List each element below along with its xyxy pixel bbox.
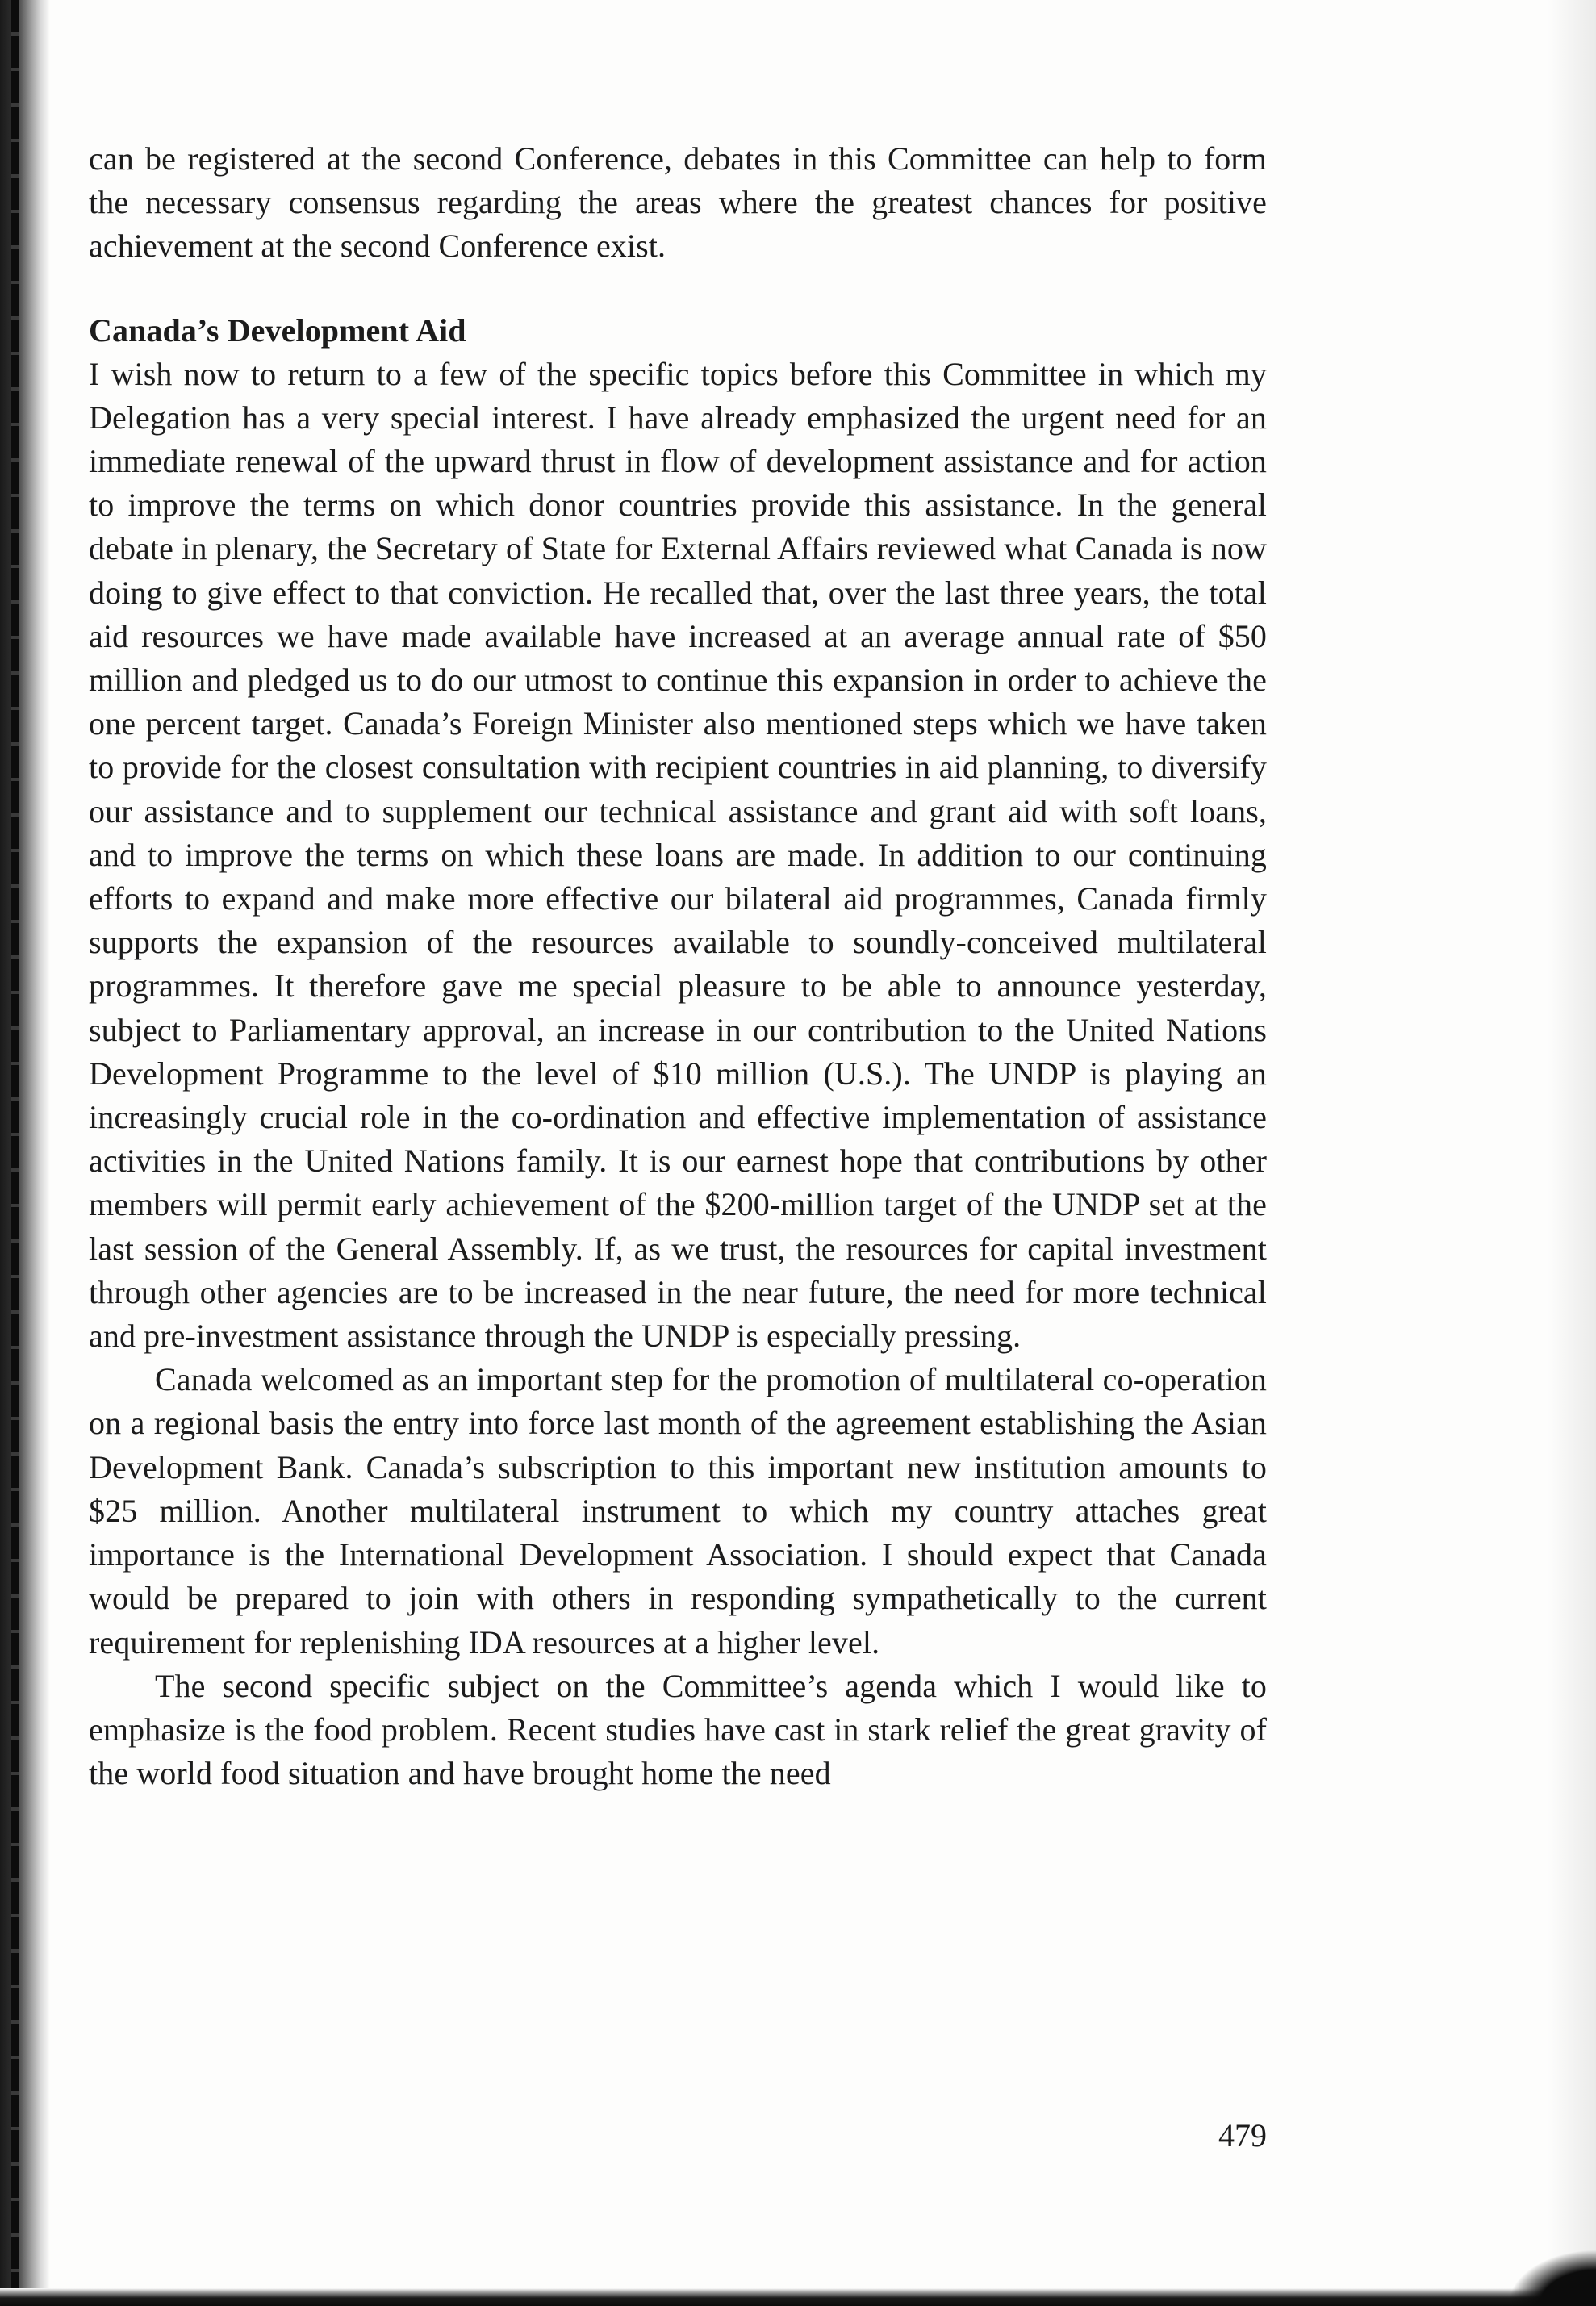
page-curl-shadow <box>1507 2250 1596 2306</box>
body-text <box>89 137 1267 1795</box>
section-heading: Canada’s Development Aid <box>89 311 466 349</box>
bottom-scan-edge <box>0 2288 1596 2306</box>
page-number: 479 <box>1218 2117 1267 2154</box>
binding-shadow <box>0 0 50 2306</box>
binding-stitch <box>11 0 19 2306</box>
page-right-edge <box>1548 0 1596 2306</box>
paragraph-continued: can be registered at the second Conference, debates in this Committee can help to form the necessary consensus regarding the areas where the greatest chances for positive achievement at the second Conference exist. <box>89 140 1267 265</box>
paragraph-development-aid: I wish now to return to a few of the specific topics before this Committee in which my Delegation has a very special interest. I have already emphasized the urgent need for an immediate renewal of the upward thrust in flow of development assistance and for action to improve the terms on which donor countries provide this assistance. In the general debate in plenary, the Secretary of State for External Affairs reviewed what Canada is now doing to give effect to that conviction. He recalled that, over the last three years, the total aid resources we have made available have increased at an average annual rate of $50 million and pledged us to do our utmost to continue this expansion in order to achieve the one percent target. Canada’s Foreign Minister also mentioned steps which we have taken to provide for the closest consultation with recipient countries in aid planning, to diversify our assistance and to supplement our technical assistance and grant aid with soft loans, and to improve the terms on which these loans are made. In addition to our continuing efforts to expand and make more effective our bilateral aid programmes, Canada firmly supports the expansion of the resources available to soundly-conceived multilateral programmes. It therefore gave me special pleasure to be able to announce yesterday, subject to Parliamentary approval, an increase in our contribution to the United Nations Development Programme to the level of $10 million (U.S.). The UNDP is playing an increasingly crucial role in the co-ordination and effective implementation of assistance activities in the United Nations family. It is our earnest hope that contributions by other members will permit early achievement of the $200-million target of the UNDP set at the last session of the General Assembly. If, as we trust, the resources for capital investment through other agencies are to be increased in the near future, the need for more technical and pre-investment assistance through the UNDP is especially pressing. <box>89 355 1267 1355</box>
paragraph-asian-development-bank: Canada welcomed as an important step for the promotion of multilateral co-operation on a regional basis the entry into force last month of the agreement establishing the Asian Development Bank. Canada’s subscription to this important new institution amounts to $25 million. Another multilateral instrument to which my country attaches great importance is the International Development Association. I should expect that Canada would be prepared to join with others in responding sympathetically to the current requirement for replenishing IDA resources at a higher level. <box>89 1361 1267 1661</box>
paragraph-food-problem: The second specific subject on the Committee’s agenda which I would like to emphasize is the food problem. Recent studies have cast in stark relief the great gravity of the world food situation and have brought home the need <box>89 1667 1267 1792</box>
